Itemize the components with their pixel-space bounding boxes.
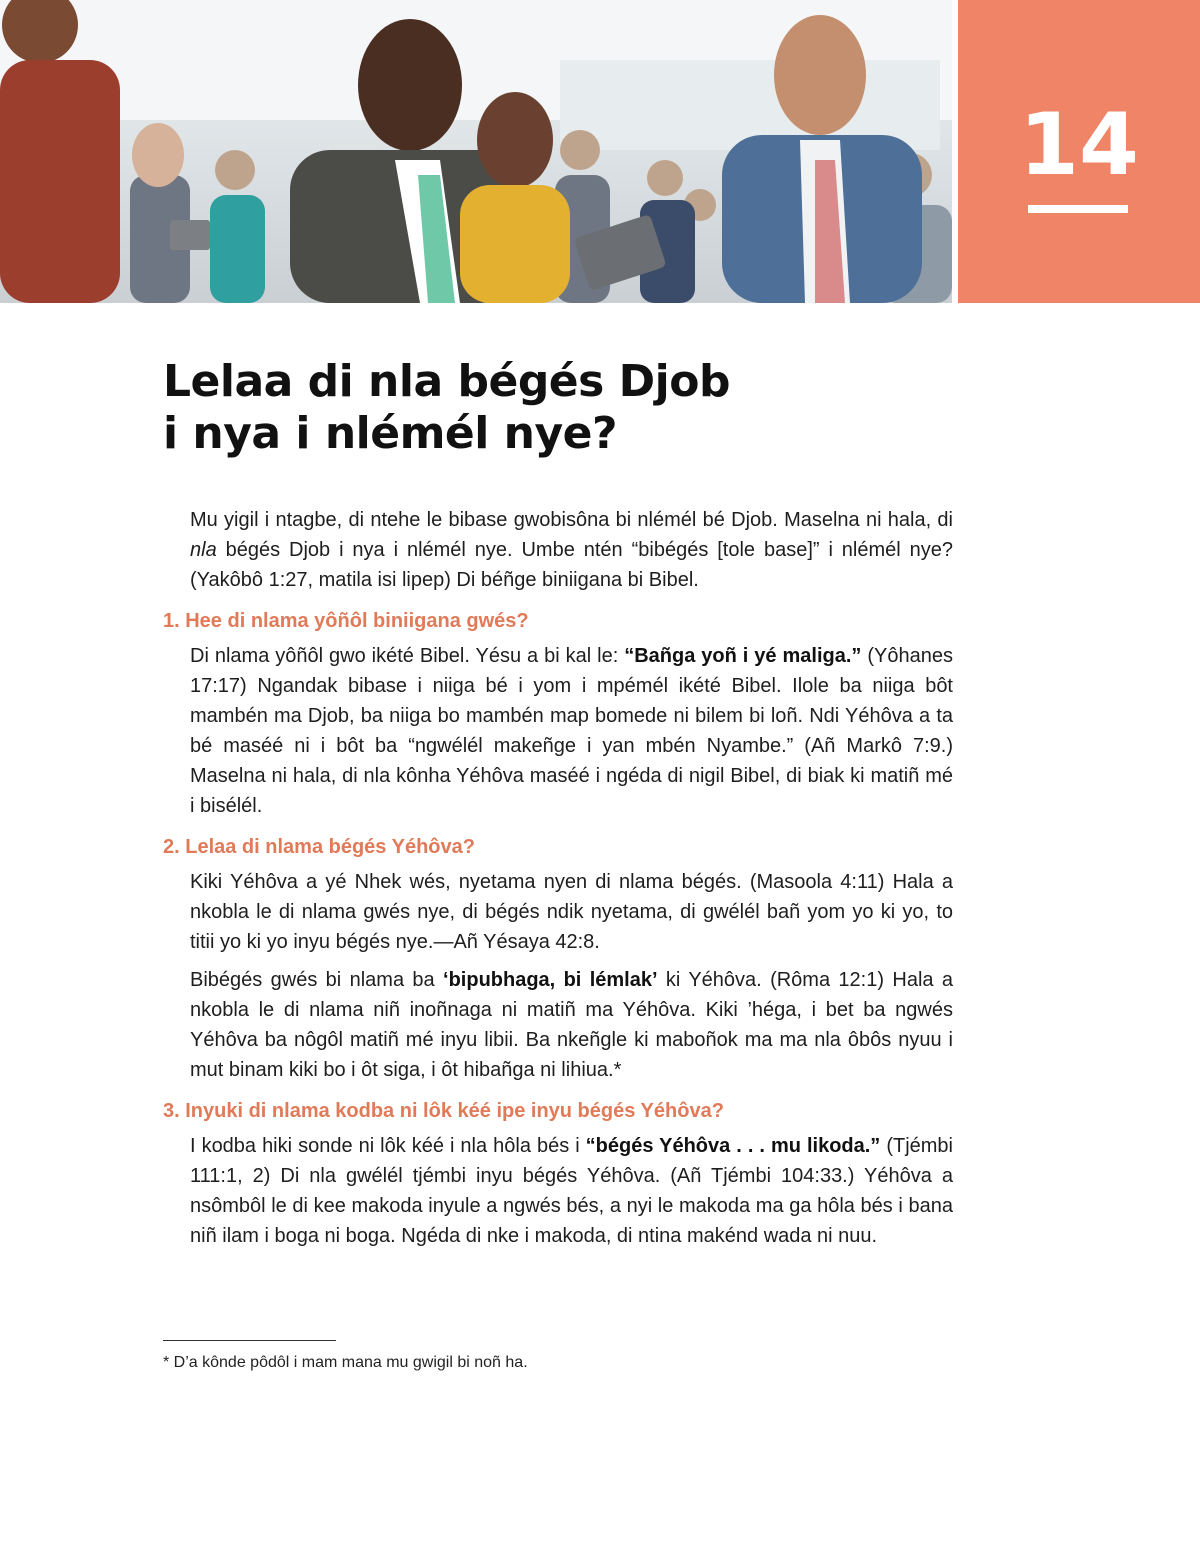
lesson-number-underline xyxy=(1028,205,1128,213)
page-title xyxy=(163,356,943,460)
section-2-text-1: Kiki Yéhôva a yé Nhek wés, nyetama nyen di nlama bégés. (Masoola 4:11) Hala a nkobla le di nlama gwés nye, di bégés ndik nyetama, di gwélél bañ yom yo ki yo, to titii yo ki yo inyu bégés nye.—Añ Yésaya 42:8. xyxy=(190,871,953,953)
lesson-content xyxy=(163,505,953,1259)
section-1-text-1: Di nlama yôñôl gwo ikété Bibel. Yésu a bi kal le: xyxy=(190,645,625,667)
section-2-paragraph-1 xyxy=(190,867,953,957)
lesson-number-box xyxy=(958,0,1200,303)
section-2-text-3: ki Yéhôva. (Rôma 12:1) Hala a nkobla le di nlama niñ inoñnaga ni matiñ ma Yéhôva. Kiki ’héga, i bet ba ngwés Yéhôva ba nôgôl matiñ mé inyu libii. Ba nkeñgle ki maboñok ma ma nla ôbôs nyuu i mut binam kiki bo i ôt siga, i ôt hibañga ni lihiua.* xyxy=(190,969,953,1081)
page-title-line-1: Lelaa di nla bégés Djob xyxy=(163,356,730,407)
intro-text-1: Mu yigil i ntagbe, di ntehe le bibase gwobisôna bi nlémél bé Djob. Maselna ni hala, di xyxy=(190,509,953,531)
lesson-number: 14 xyxy=(1019,95,1139,195)
intro-emphasis: nla xyxy=(190,539,217,561)
intro-text-2: bégés Djob i nya i nlémél nye. Umbe ntén “bibégés [tole base]” i nlémél nye? (Yakôbô 1:27, matila isi lipep) Di béñge biniigana bi Bibel. xyxy=(190,539,953,591)
section-2-text-2: Bibégés gwés bi nlama ba xyxy=(190,969,444,991)
section-2-heading: 2. Lelaa di nlama bégés Yéhôva? xyxy=(163,836,475,858)
section-1-quote: “Bañga yoñ i yé maliga.” xyxy=(624,645,862,667)
section-3-text-1: I kodba hiki sonde ni lôk kéé i nla hôla bés i xyxy=(190,1135,586,1157)
intro-paragraph xyxy=(190,505,953,595)
section-3-quote: “bégés Yéhôva . . . mu likoda.” xyxy=(585,1135,881,1157)
header-photo xyxy=(0,0,952,303)
section-1-paragraph xyxy=(190,641,953,821)
section-3-paragraph xyxy=(190,1131,953,1251)
footnote-divider xyxy=(163,1340,336,1341)
section-1-heading: 1. Hee di nlama yôñôl biniigana gwés? xyxy=(163,610,529,632)
section-3-heading: 3. Inyuki di nlama kodba ni lôk kéé ipe inyu bégés Yéhôva? xyxy=(163,1100,724,1122)
footnote: * D’a kônde pôdôl i mam mana mu gwigil bi noñ ha. xyxy=(163,1354,528,1371)
section-2-quote: ‘bipubhaga, bi lémlak’ xyxy=(443,969,658,991)
section-1-text-2: (Yôhanes 17:17) Ngandak bibase i niiga bé i yom i mpémél ikété Bibel. Ilole ba niiga bôt mambén ma Djob, ba niiga bo mambén map bomede ni bilem bi loñ. Ndi Yéhôva a ta bé maséé ni i bôt ba “ngwélél makeñge i yan mbén Nyambe.” (Añ Markô 7:9.) Maselna ni hala, di nla kônha Yéhôva maséé i ngéda di nigil Bibel, di biak ki matiñ mé i bisélél. xyxy=(190,645,954,817)
section-2-paragraph-2 xyxy=(190,965,953,1085)
congregation-singing-illustration xyxy=(0,0,952,303)
section-3-text-2: (Tjémbi 111:1, 2) Di nla gwélél tjémbi inyu bégés Yéhôva. (Añ Tjémbi 104:33.) Yéhôva a nsômbôl le di kee makoda inyule a ngwés bés, a nyi le makoda ma ga hôla bés i bana niñ ilam i boga ni boga. Ngéda di nke i makoda, di ntina makénd wada ni nuu. xyxy=(190,1135,953,1247)
page-title-line-2: i nya i nlémél nye? xyxy=(163,408,618,459)
